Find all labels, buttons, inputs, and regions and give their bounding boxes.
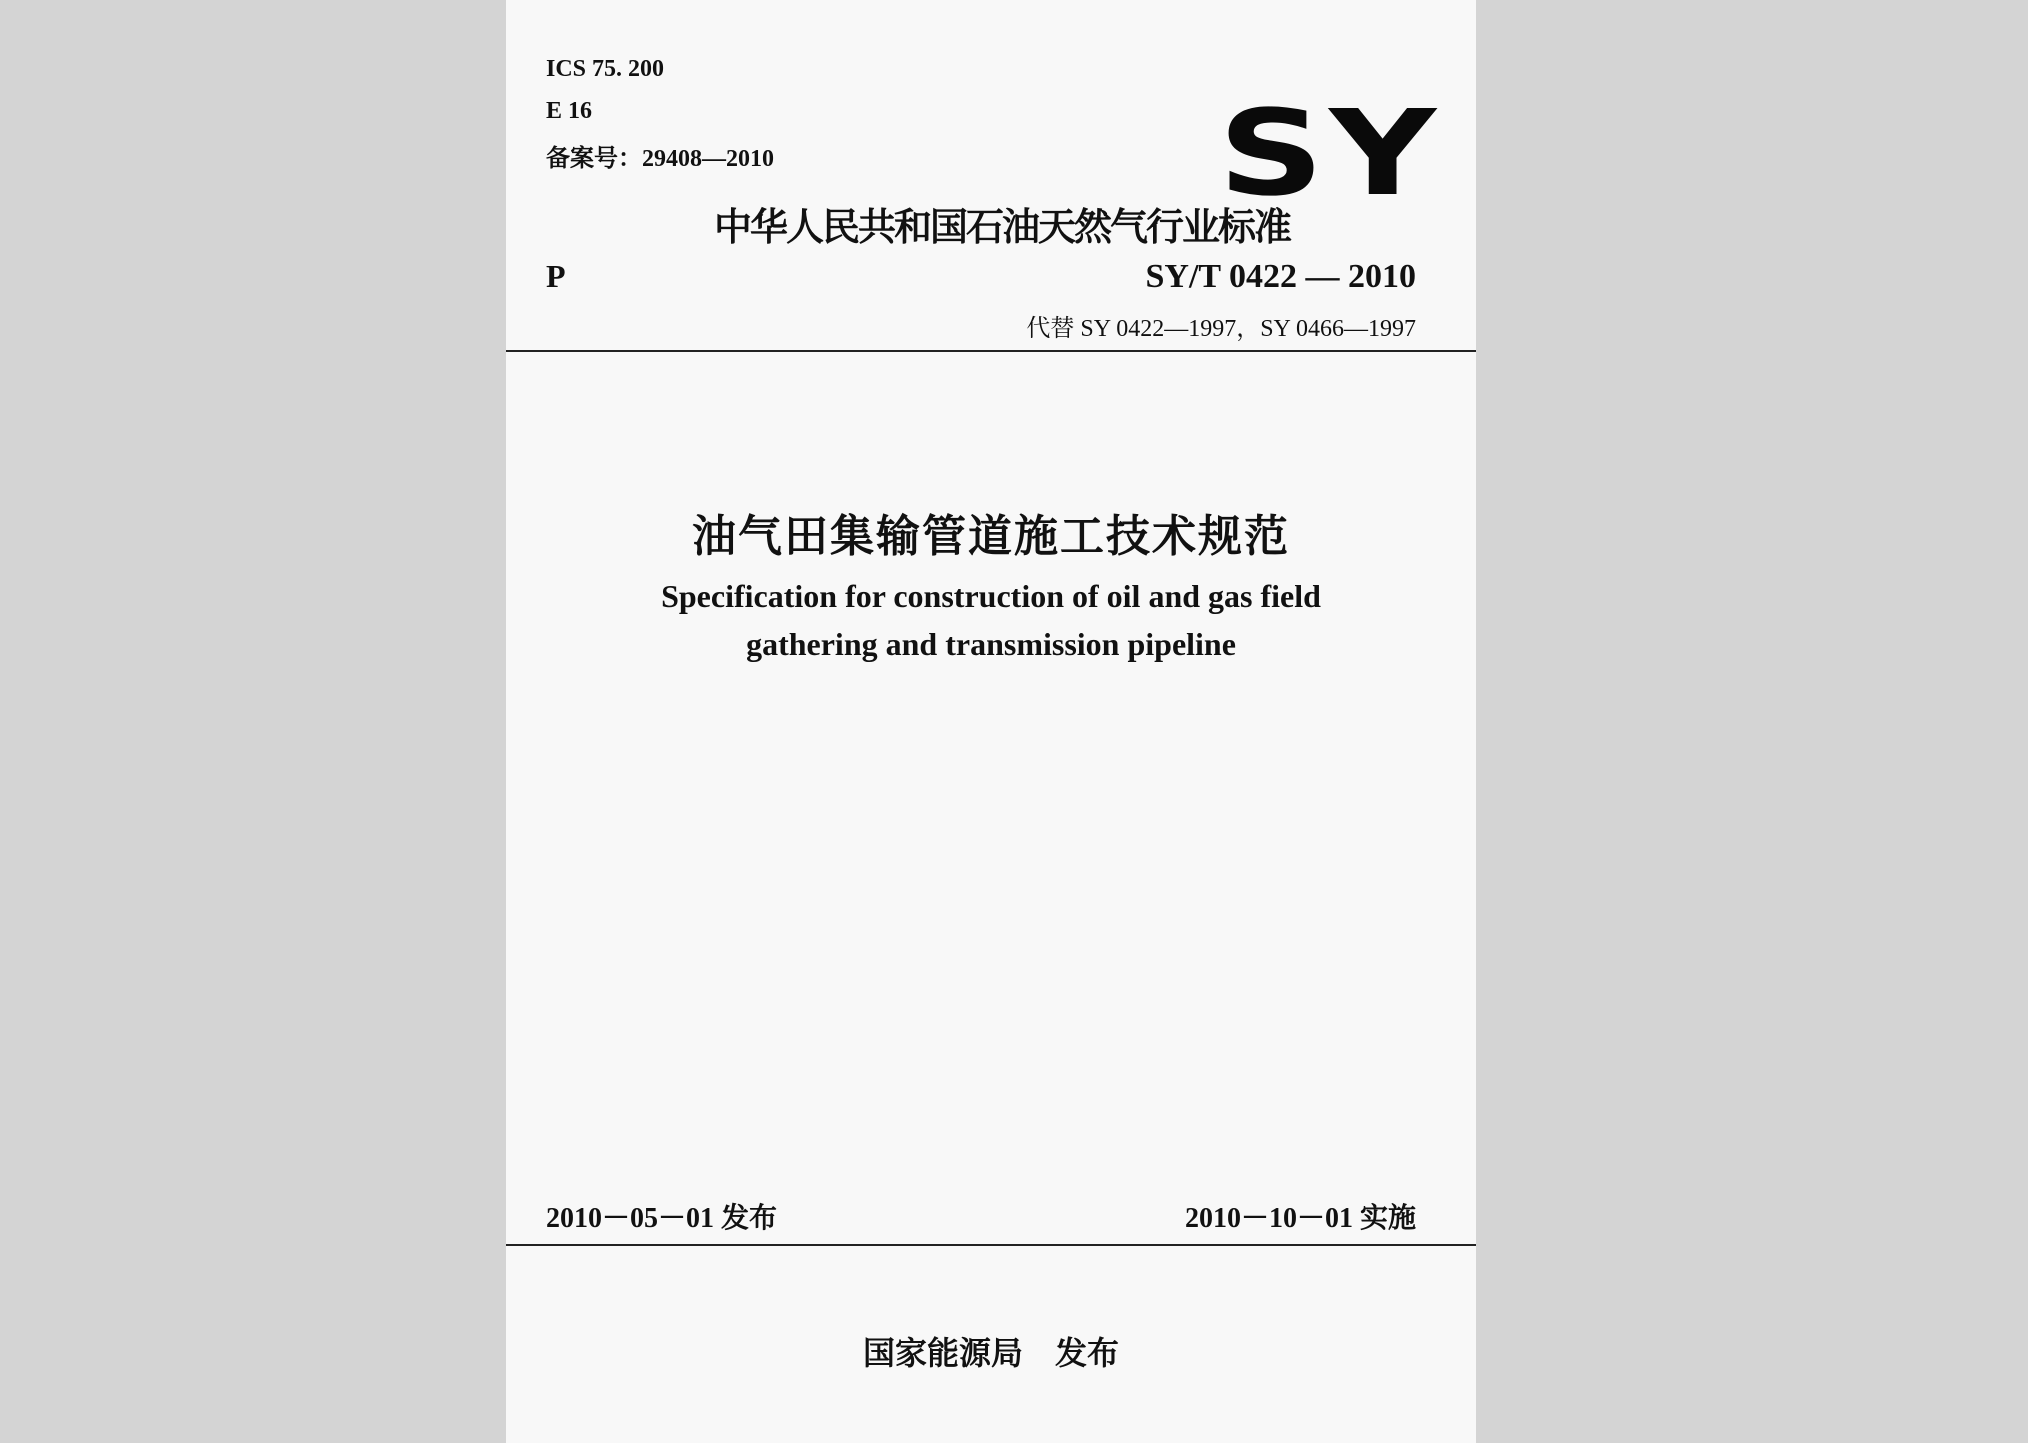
publisher: 国家能源局 发布 — [862, 1334, 1119, 1372]
footer-divider — [506, 1244, 1476, 1246]
standard-number: SY/T 0422 — 2010 — [1145, 258, 1416, 295]
effective-date: 2010－10－01 实施 — [1184, 1203, 1416, 1234]
document-page — [506, 0, 1476, 1443]
category-letter: P — [546, 258, 566, 294]
ics-code: ICS 75. 200 — [546, 56, 665, 82]
title-english-line1: Specification for construction of oil and gas field — [661, 578, 1321, 614]
class-code: E 16 — [546, 98, 593, 124]
header-divider — [506, 350, 1476, 352]
sy-logo: SY — [1218, 84, 1442, 222]
title-chinese: 油气田集输管道施工技术规范 — [692, 511, 1290, 562]
industry-standard-title: 中华人民共和国石油天然气行业标准 — [714, 205, 1291, 249]
title-english-line2: gathering and transmission pipeline — [746, 626, 1236, 662]
record-number: 备案号：29408—2010 — [546, 146, 774, 172]
replaces-note: 代替 SY 0422—1997，SY 0466—1997 — [1026, 316, 1416, 342]
issue-date: 2010－05－01 发布 — [546, 1203, 778, 1234]
